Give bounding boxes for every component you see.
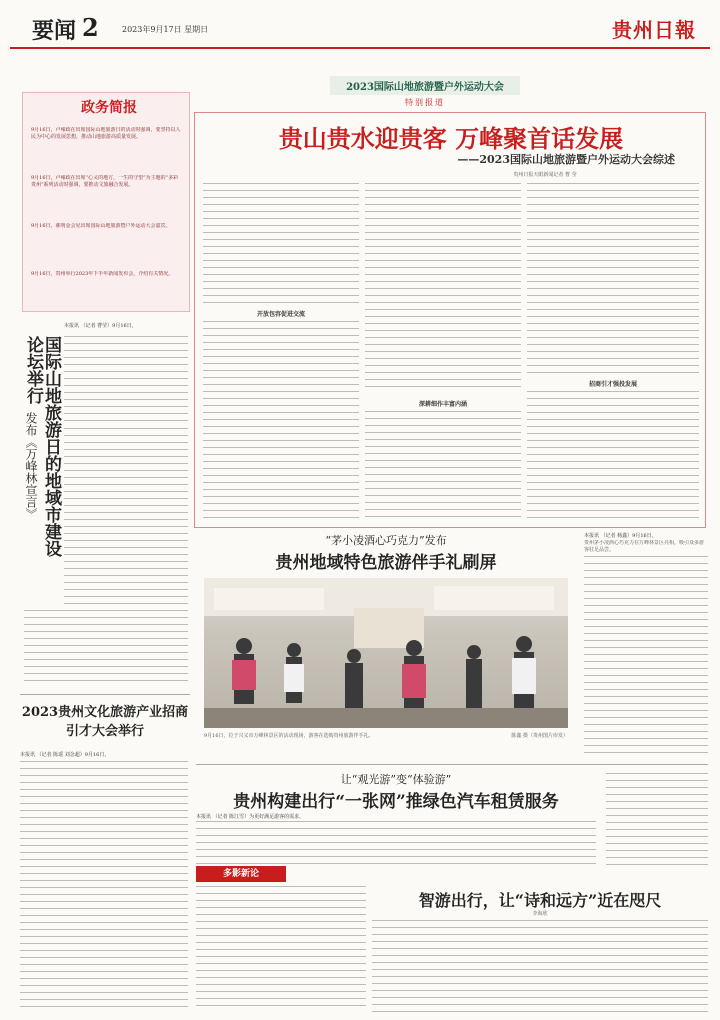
smart-travel	[196, 886, 708, 1014]
banner-subtitle: 特别报道	[405, 98, 445, 107]
lead-headline: 贵山贵水迎贵客 万峰聚首话发展	[278, 124, 624, 153]
lead-subhead: ——2023国际山地旅游暨户外运动大会综述	[457, 153, 675, 166]
brief-item-3: 9月16日，郝明金会见出席国际山地旅游暨户外运动大会嘉宾。	[31, 223, 171, 229]
side-subheadline: 发布《万峰林宣言》	[24, 412, 38, 520]
lead-story-box	[194, 112, 706, 528]
side-headline: 国际山地旅游日的地域市建设论坛举行	[23, 336, 61, 557]
paper-logo: 贵州日報	[612, 18, 696, 42]
masthead-rule	[10, 47, 710, 49]
brief-item-1: 9月16日，卢雍政在出席国际山地旅游日的活动时强调，要坚持以人民为中心的发展思想，推动山地旅游高质量发展。	[31, 127, 181, 140]
investment-headline: 2023贵州文化旅游产业招商引才大会举行	[21, 705, 189, 739]
issue-date: 2023年9月17日 星期日	[122, 25, 209, 34]
side-story	[20, 320, 190, 690]
lead-byline: 贵州日报天眼新闻记者 曹 莹	[513, 172, 577, 178]
right-text: 贵州茅小凌酒心巧克力在万峰林景区亮相，吸引众多游客驻足品尝。	[584, 540, 705, 553]
photo-headline: 贵州地域特色旅游伴手礼刷屏	[275, 553, 497, 573]
side-byline: 本报讯 （记者 曹莹）9月16日，	[64, 323, 137, 329]
photo-caption: 9月16日，位于兴义市万峰林景区的活动现场，游客在选购贵州旅游伴手礼。	[204, 733, 374, 739]
smart-headline: 智游出行，让“诗和远方”近在咫尺	[418, 891, 662, 910]
lead-sub2: 深耕细作丰富内涵	[418, 401, 467, 408]
special-banner	[330, 76, 520, 108]
car-kicker: 让“观光游”变“体验游”	[340, 773, 452, 786]
brief-box	[22, 92, 190, 312]
brief-title: 政务简报	[81, 100, 137, 116]
shopping-crowd-illustration	[204, 578, 568, 728]
section-name: 要闻	[32, 18, 77, 44]
investment-story	[20, 694, 190, 1014]
right-story	[584, 532, 708, 757]
masthead	[12, 10, 708, 50]
brief-item-2: 9月16日，卢雍政在出席“心灵的地方，一生的守望”为主题的“多彩贵州”系列活动时强调，要推动文旅融合发展。	[31, 175, 179, 188]
photo-image	[204, 578, 568, 728]
lead-sub1: 开放包容促进交流	[256, 311, 305, 318]
brief-item-4: 9月16日，贵州举行2023年下半年新闻发布会，介绍有关情况。	[31, 271, 174, 277]
section-label-text: 多影新论	[222, 869, 259, 879]
car-byline: 本报讯 （记者 陈江雪）为更好满足游客的需求，	[196, 814, 305, 820]
page-number: 2	[82, 13, 99, 42]
car-headline: 贵州构建出行“一张网”推绿色汽车租赁服务	[233, 792, 559, 812]
car-story	[196, 764, 708, 864]
photo-credit: 陈鑫 摄（贵州图片库发）	[511, 733, 568, 739]
investment-byline: 本报讯 （记者 陈遥 刘念超）9月16日，	[20, 752, 110, 758]
section-label	[196, 866, 286, 882]
right-byline: 本报讯 （记者 杨鑫）9月16日，	[584, 533, 657, 539]
photo-story	[196, 532, 576, 757]
photo-kicker: “茅小凌酒心巧克力”发布	[325, 534, 447, 547]
smart-byline: 李海欣	[532, 911, 548, 917]
lead-sub3: 招商引才强投发展	[588, 381, 637, 388]
banner-title: 2023国际山地旅游暨户外运动大会	[330, 76, 520, 95]
